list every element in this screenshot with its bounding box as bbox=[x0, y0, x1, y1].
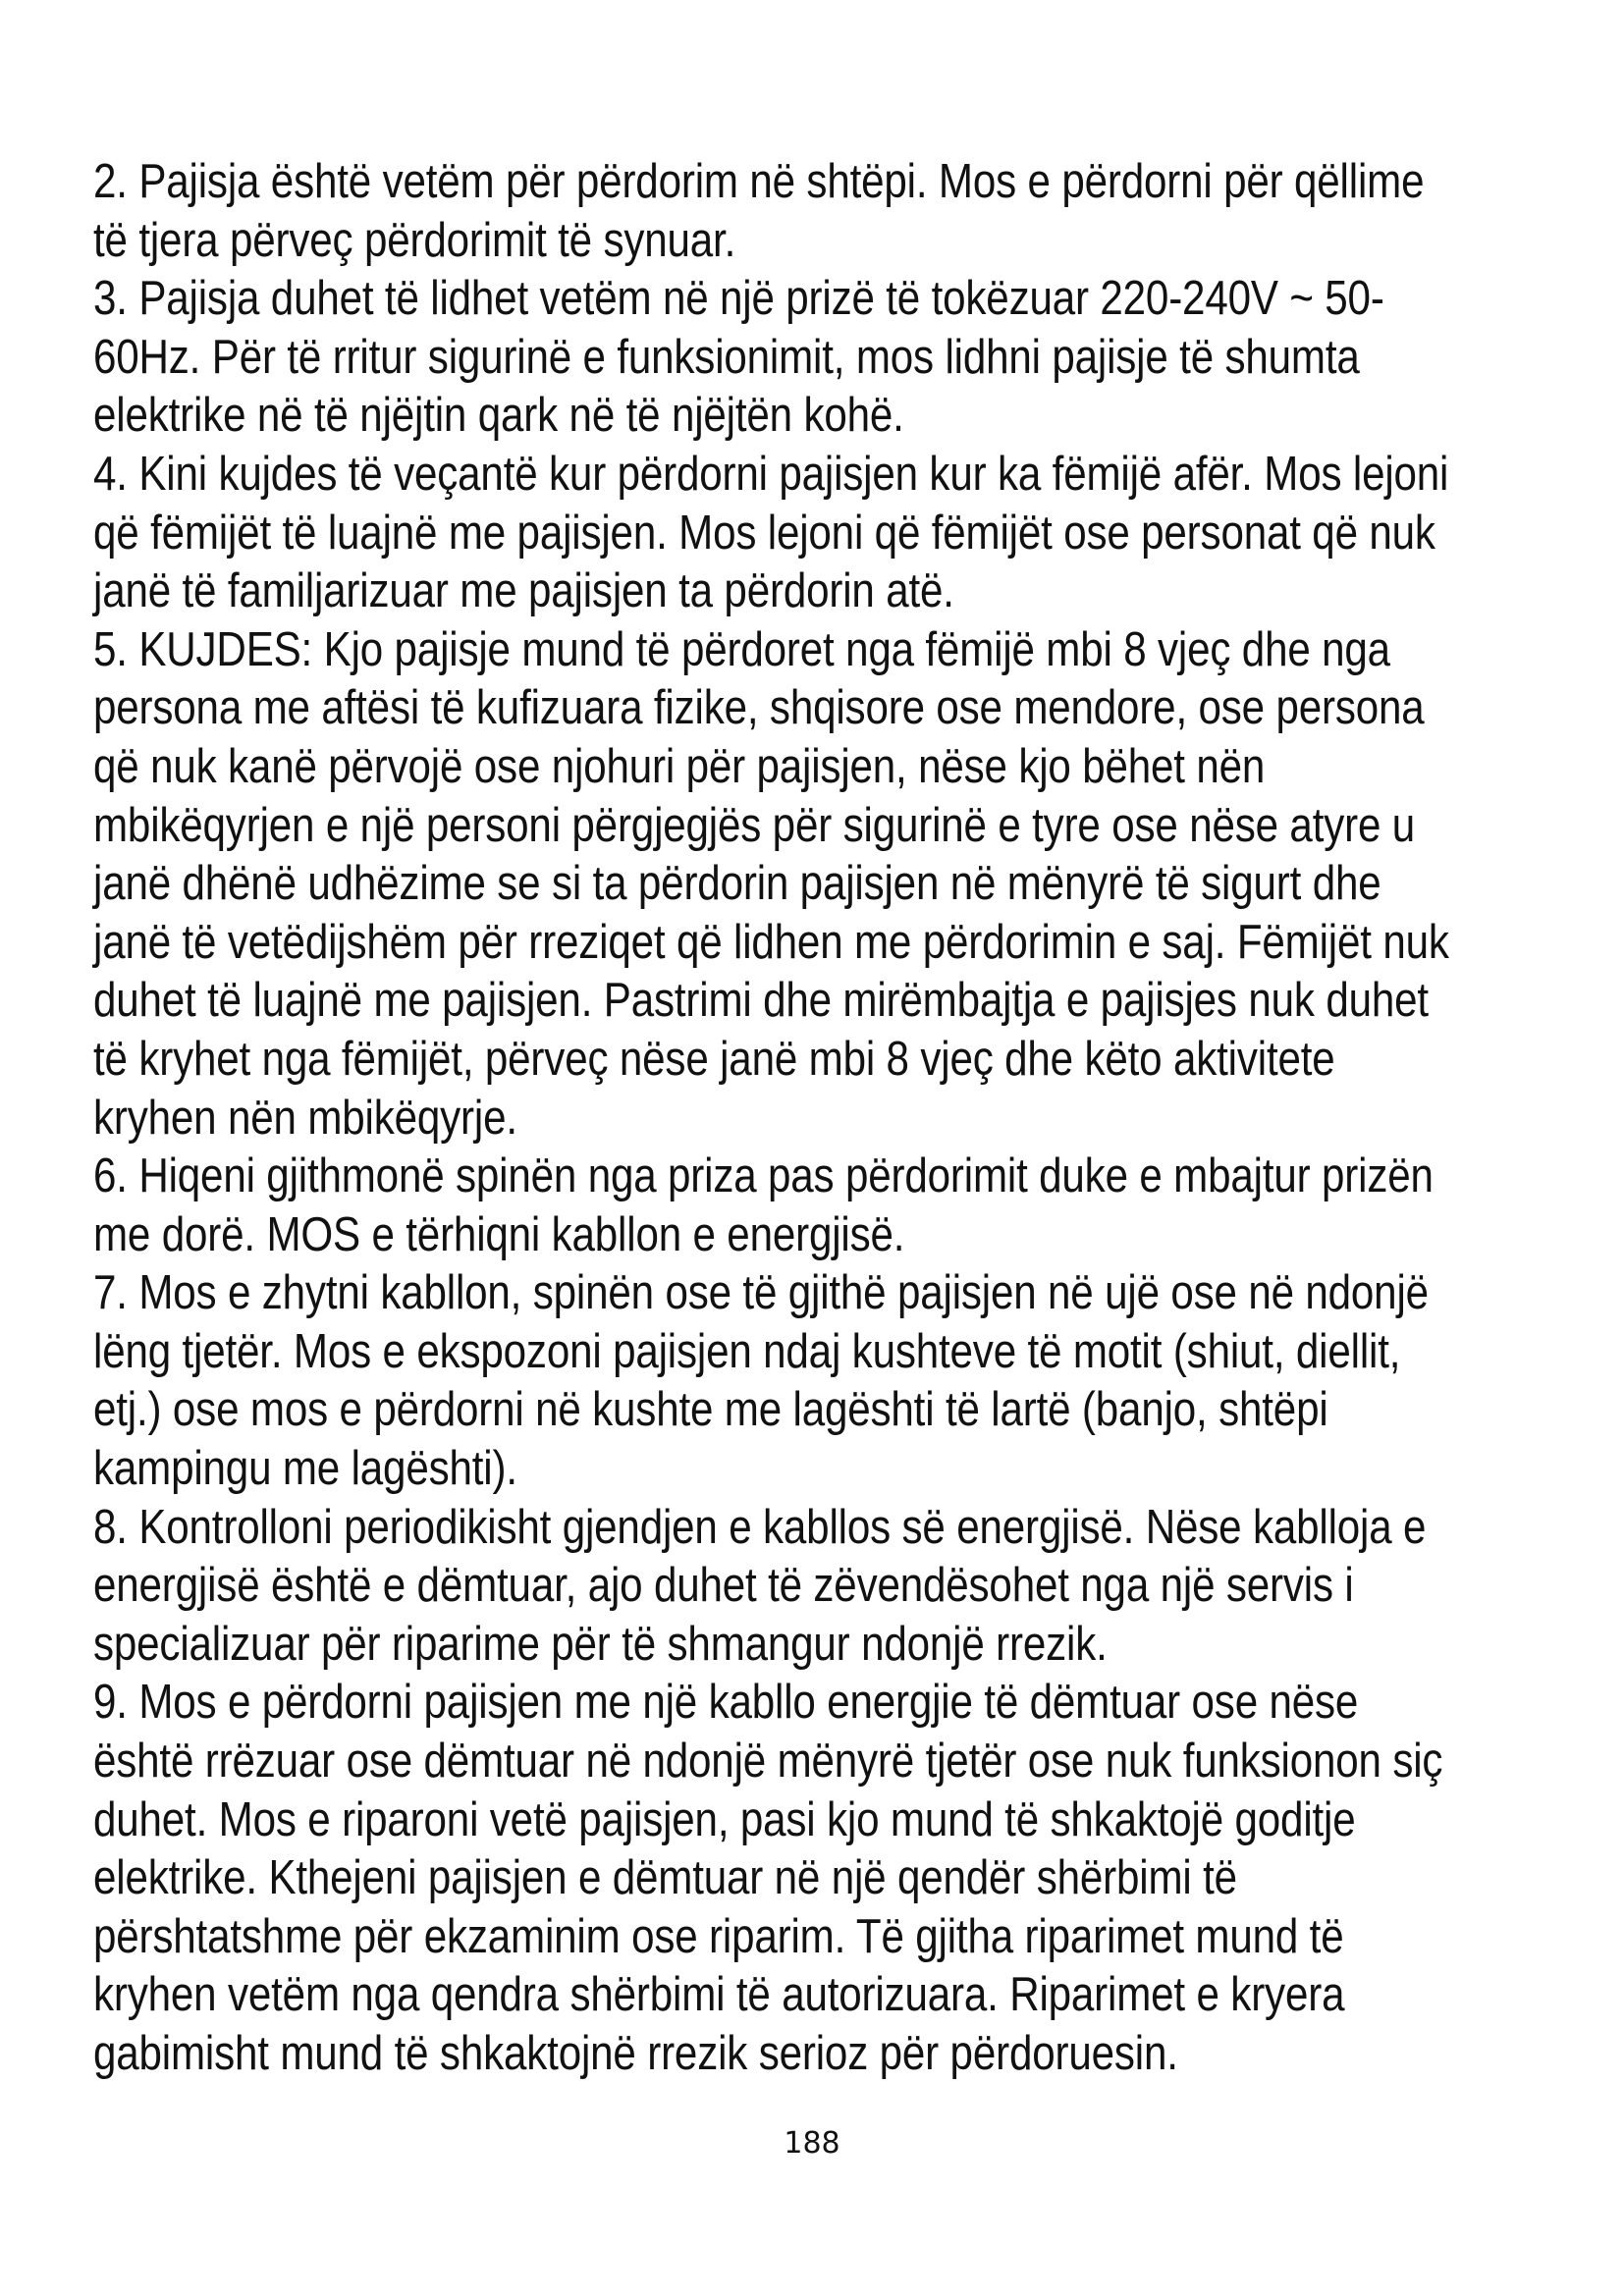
text-line: energjisë është e dëmtuar, ajo duhet të zëvendësohet nga një servis i bbox=[93, 1559, 1354, 1613]
text-line: janë dhënë udhëzime se si ta përdorin pajisjen në mënyrë të sigurt dhe bbox=[93, 857, 1381, 911]
text-line: 2. Pajisja është vetëm për përdorim në shtëpi. Mos e përdorni për qëllime bbox=[93, 155, 1425, 208]
text-line: është rrëzuar ose dëmtuar në ndonjë mënyrë tjetër ose nuk funksionon siç bbox=[93, 1735, 1443, 1789]
text-line: 9. Mos e përdorni pajisjen me një kabllo energjie të dëmtuar ose nëse bbox=[93, 1676, 1359, 1730]
text-line: që fëmijët të luajnë me pajisjen. Mos lejoni që fëmijët ose personat që nuk bbox=[93, 506, 1435, 560]
text-line: të kryhet nga fëmijët, përveç nëse janë mbi 8 vjeç dhe këto aktivitete bbox=[93, 1032, 1335, 1086]
text-line: 3. Pajisja duhet të lidhet vetëm në një prizë të tokëzuar 220-240V ~ 50- bbox=[93, 272, 1384, 326]
text-line: persona me aftësi të kufizuara fizike, shqisore ose mendore, ose persona bbox=[93, 681, 1425, 735]
text-line: kampingu me lagështi). bbox=[93, 1442, 517, 1496]
text-line: elektrike. Kthejeni pajisjen e dëmtuar në një qendër shërbimi të bbox=[93, 1851, 1237, 1905]
text-line: të tjera përveç përdorimit të synuar. bbox=[93, 213, 736, 267]
text-line: përshtatshme për ekzaminim ose riparim. Të gjitha riparimet mund të bbox=[93, 1909, 1344, 1963]
text-line: specializuar për riparime për të shmangur ndonjë rrezik. bbox=[93, 1617, 1108, 1671]
text-line: kryhen nën mbikëqyrje. bbox=[93, 1091, 517, 1145]
text-line: elektrike në të njëjtin qark në të njëjtën kohë. bbox=[93, 389, 904, 443]
text-line: duhet. Mos e riparoni vetë pajisjen, pasi kjo mund të shkaktojë goditje bbox=[93, 1792, 1356, 1846]
text-line: duhet të luajnë me pajisjen. Pastrimi dhe mirëmbajtja e pajisjes nuk duhet bbox=[93, 974, 1429, 1028]
text-line: lëng tjetër. Mos e ekspozoni pajisjen ndaj kushteve të motit (shiut, diellit, bbox=[93, 1324, 1401, 1378]
text-line: kryhen vetëm nga qendra shërbimi të autorizuara. Riparimet e kryera bbox=[93, 1968, 1345, 2022]
text-line: 4. Kini kujdes të veçantë kur përdorni pajisjen kur ka fëmijë afër. Mos lejoni bbox=[93, 447, 1449, 501]
text-line: 6. Hiqeni gjithmonë spinën nga priza pas përdorimit duke e mbajtur prizën bbox=[93, 1149, 1434, 1203]
text-line: me dorë. MOS e tërhiqni kabllon e energjisë. bbox=[93, 1207, 905, 1261]
text-line: që nuk kanë përvojë ose njohuri për pajisjen, nëse kjo bëhet nën bbox=[93, 739, 1266, 793]
text-line: 60Hz. Për të rritur sigurinë e funksionimit, mos lidhni pajisje të shumta bbox=[93, 330, 1360, 384]
page-number: 188 bbox=[784, 2126, 840, 2161]
page-body-text bbox=[93, 153, 1507, 2084]
text-line: gabimisht mund të shkaktojnë rrezik serioz për përdoruesin. bbox=[93, 2027, 1178, 2080]
text-line: janë të familjarizuar me pajisjen ta përdorin atë. bbox=[93, 564, 954, 618]
text-line: 7. Mos e zhytni kabllon, spinën ose të gjithë pajisjen në ujë ose në ndonjë bbox=[93, 1266, 1429, 1320]
text-line: 5. KUJDES: Kjo pajisje mund të përdoret nga fëmijë mbi 8 vjeç dhe nga bbox=[93, 622, 1390, 676]
text-line: mbikëqyrjen e një personi përgjegjës për sigurinë e tyre ose nëse atyre u bbox=[93, 798, 1416, 852]
text-line: janë të vetëdijshëm për rreziqet që lidhen me përdorimin e saj. Fëmijët nuk bbox=[93, 915, 1449, 969]
text-line: etj.) ose mos e përdorni në kushte me lagështi të lartë (banjo, shtëpi bbox=[93, 1383, 1328, 1437]
text-line: 8. Kontrolloni periodikisht gjendjen e kabllos së energjisë. Nëse kablloja e bbox=[93, 1500, 1427, 1554]
